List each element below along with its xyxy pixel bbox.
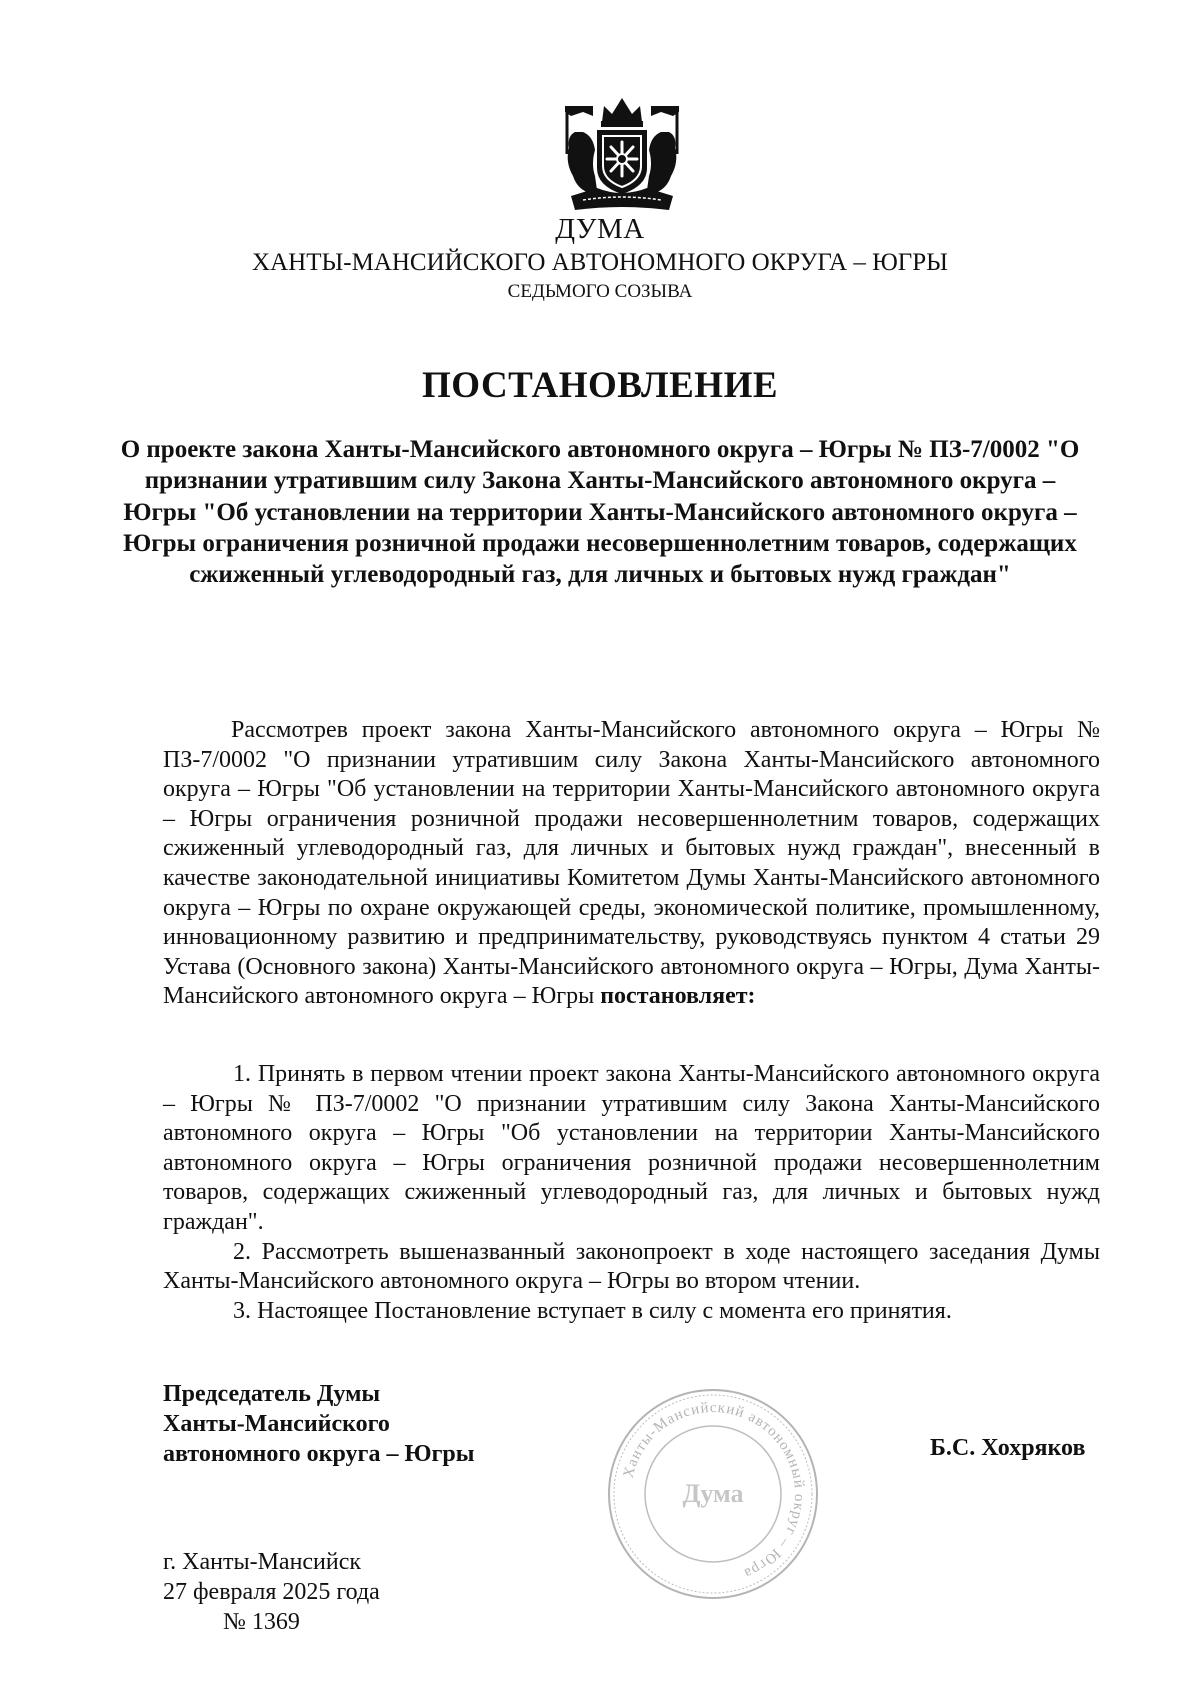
coat-of-arms-emblem <box>557 84 687 216</box>
org-region: ХАНТЫ-МАНСИЙСКОГО АВТОНОМНОГО ОКРУГА – ЮГРЫ <box>252 249 948 276</box>
signatory-position-line: Ханты-Мансийского <box>163 1411 390 1437</box>
place-and-date <box>163 1547 380 1637</box>
preamble-verb: постановляет: <box>600 983 756 1010</box>
document-subject: О проекте закона Ханты-Мансийского автономного округа – Югры № ПЗ-7/0002 "О признании утратившим силу Закона Ханты-Мансийского автономного округа – Югры "Об установлении на территории Ханты-Мансийского автономного округа – Югры ограничения розничной продажи несовершеннолетним товаров, содержащих сжиженный углеводородный газ, для личных и бытовых нужд граждан" <box>120 436 1080 589</box>
preamble-paragraph <box>163 716 1100 1012</box>
resolution-item-2: 2. Рассмотреть вышеназванный законопроект в ходе настоящего заседания Думы Ханты-Мансийского автономного округа – Югры во втором чтении. <box>163 1238 1100 1295</box>
document-number: № 1369 <box>223 1609 300 1635</box>
preamble-text: Рассмотрев проект закона Ханты-Мансийского автономного округа – Югры № ПЗ-7/0002 "О признании утратившим силу Закона Ханты-Мансийского автономного округа – Югры "Об установлении на территории Ханты-Мансийского автономного округа – Югры ограничения розничной продажи несовершеннолетним товаров, содержащих сжиженный углеводородный газ, для личных и бытовых нужд граждан", внесенный в качестве законодательной инициативы Комитетом Думы Ханты-Мансийского автономного округа – Югры по охране окружающей среды, экономической политике, промышленному, инновационному развитию и предпринимательству, руководствуясь пунктом 4 статьи 29 Устава (Основного закона) Ханты-Мансийского автономного округа – Югры, Дума Ханты-Мансийского автономного округа – Югры <box>163 717 1100 1010</box>
resolution-items <box>163 1060 1100 1326</box>
resolution-item-3: 3. Настоящее Постановление вступает в силу с момента его принятия. <box>233 1297 952 1324</box>
resolution-item-1: 1. Принять в первом чтении проект закона Ханты-Мансийского автономного округа – Югры № ПЗ-7/0002 "О признании утратившим силу Закона Ханты-Мансийского автономного округа – Югры "Об установлении на территории Ханты-Мансийского автономного округа – Югры ограничения розничной продажи несовершеннолетним товаров, содержащих сжиженный углеводородный газ, для личных и бытовых нужд граждан". <box>163 1061 1100 1235</box>
signatory-name: Б.С. Хохряков <box>930 1435 1086 1461</box>
org-name: ДУМА <box>555 213 645 245</box>
seal-center-text: Дума <box>682 1479 744 1508</box>
document-type: ПОСТАНОВЛЕНИЕ <box>421 365 779 406</box>
signatory-position-line: автономного округа – Югры <box>163 1441 475 1467</box>
official-seal-stamp <box>605 1386 821 1602</box>
city: г. Ханты-Мансийск <box>163 1549 362 1575</box>
signatory-position-line: Председатель Думы <box>163 1381 381 1407</box>
svg-text:Ханты-Мансийский автономный ок: Ханты-Мансийский автономный округ – Югра <box>620 1399 808 1582</box>
convocation: СЕДЬМОГО СОЗЫВА <box>507 281 693 302</box>
signatory-position <box>163 1379 474 1469</box>
date: 27 февраля 2025 года <box>163 1579 380 1605</box>
